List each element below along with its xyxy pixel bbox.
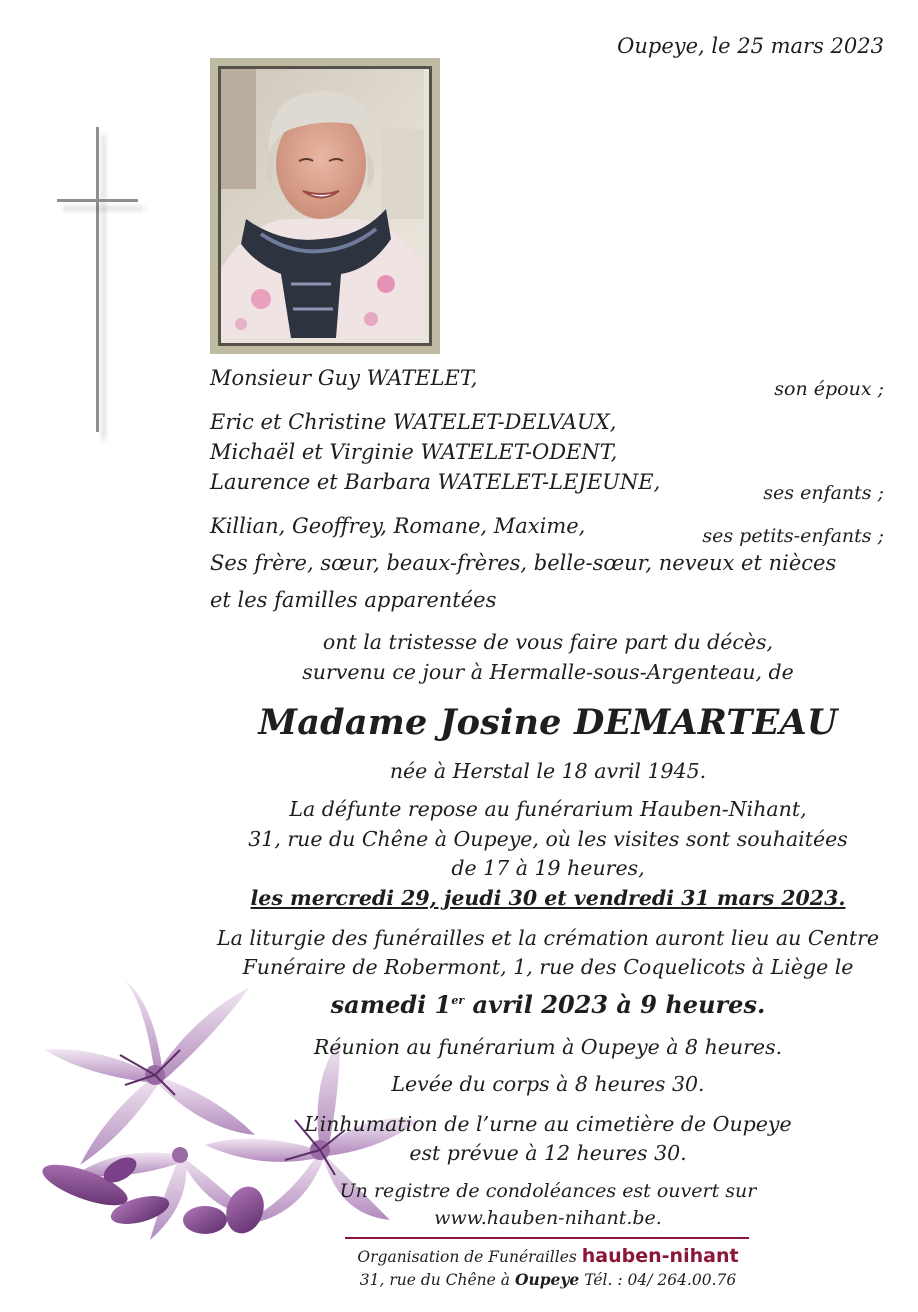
families-line: et les familles apparentées <box>210 588 497 612</box>
registry-website: www.hauben-nihant.be. <box>434 1207 662 1229</box>
portrait-photo <box>210 58 440 354</box>
visits-dates: les mercredi 29, jeudi 30 et vendredi 31 mars 2023. <box>250 886 846 910</box>
deceased-name: Madame Josine DEMARTEAU <box>258 702 838 743</box>
portrait-image <box>221 69 424 338</box>
child-line-2: Michaël et Virginie WATELET-ODENT, <box>210 440 618 464</box>
visits-line-3: de 17 à 19 heures, <box>451 856 645 880</box>
footer-org-prefix: Organisation de Funérailles <box>357 1248 577 1266</box>
grandchildren-line: Killian, Geoffrey, Romane, Maxime, <box>210 514 586 538</box>
child-line-1: Eric et Christine WATELET-DELVAUX, <box>210 410 617 434</box>
inhumation-line-1: L’inhumation de l’urne au cimetière de Oupeye <box>304 1112 792 1136</box>
footer-organisation <box>180 1245 916 1267</box>
birth-line: née à Herstal le 18 avril 1945. <box>389 759 707 783</box>
ceremony-date: samedi 1er avril 2023 à 9 heures. <box>330 990 766 1019</box>
children-relation: ses enfants ; <box>763 482 884 504</box>
announcement-line-2: survenu ce jour à Hermalle-sous-Argenteau, de <box>302 660 794 684</box>
inhumation-line-2: est prévue à 12 heures 30. <box>409 1141 687 1165</box>
levee-line: Levée du corps à 8 heures 30. <box>391 1072 705 1096</box>
spouse-name: Monsieur Guy WATELET, <box>210 366 478 390</box>
siblings-line: Ses frère, sœur, beaux-frères, belle-sœur, neveux et nièces <box>210 551 837 575</box>
footer-divider <box>345 1237 749 1239</box>
visits-line-1: La défunte repose au funérarium Hauben-Nihant, <box>289 797 807 821</box>
grandchildren-relation: ses petits-enfants ; <box>702 525 884 547</box>
child-line-3: Laurence et Barbara WATELET-LEJEUNE, <box>210 470 661 494</box>
ceremony-line-1: La liturgie des funérailles et la crémation auront lieu au Centre <box>216 926 880 950</box>
visits-line-2: 31, rue du Chêne à Oupeye, où les visites sont souhaitées <box>248 827 848 851</box>
date-line: Oupeye, le 25 mars 2023 <box>617 34 884 58</box>
footer-brand-logo: hauben-nihant <box>581 1245 739 1267</box>
spouse-relation: son époux ; <box>774 378 884 400</box>
reunion-line: Réunion au funérarium à Oupeye à 8 heures. <box>313 1035 783 1059</box>
registry-line-1: Un registre de condoléances est ouvert sur <box>339 1180 757 1202</box>
ceremony-line-2: Funéraire de Robermont, 1, rue des Coquelicots à Liège le <box>242 955 854 979</box>
footer-address: 31, rue du Chêne à Oupeye Tél. : 04/ 264.00.76 <box>359 1270 737 1289</box>
announcement-line-1: ont la tristesse de vous faire part du décès, <box>322 630 774 654</box>
